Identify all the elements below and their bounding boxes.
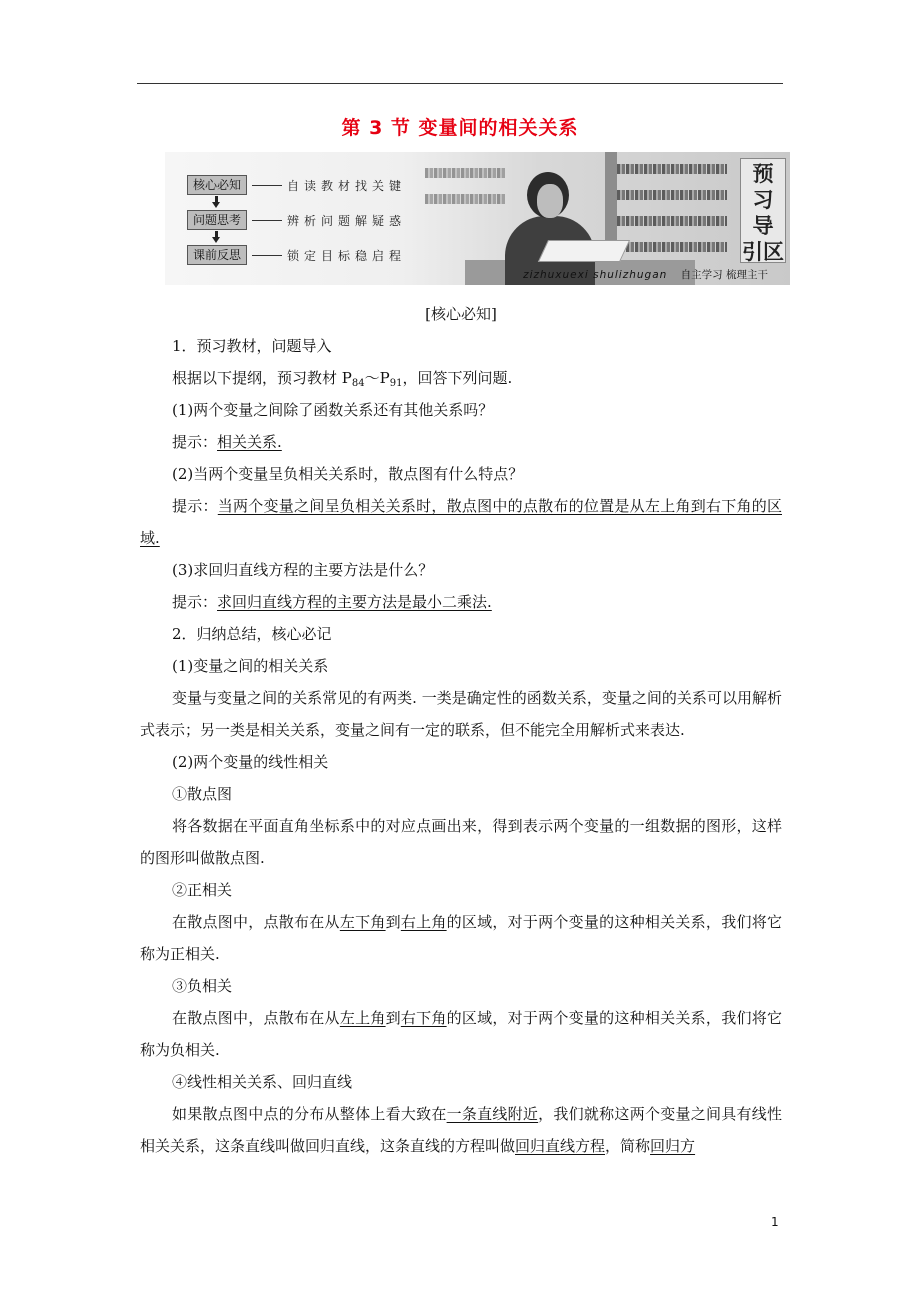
hint-3 bbox=[140, 586, 782, 618]
step-row bbox=[187, 244, 406, 266]
step-label: 课前反思 bbox=[187, 245, 247, 265]
underlined-term: 右下角 bbox=[400, 1009, 447, 1027]
item-title: ②正相关 bbox=[172, 881, 233, 899]
hint-answer: 当两个变量之间呈负相关关系时，散点图中的点散布的位置是从左上角到右下角的区域. bbox=[140, 497, 782, 547]
arrow-down-icon bbox=[187, 196, 247, 209]
underlined-term: 回归直线方程 bbox=[515, 1137, 606, 1155]
hint-answer: 求回归直线方程的主要方法是最小二乘法. bbox=[217, 593, 492, 611]
underlined-term: 一条直线附近 bbox=[446, 1105, 539, 1123]
bookshelf-row bbox=[425, 194, 505, 204]
page-sub: 84 bbox=[351, 378, 365, 389]
bookshelf-row bbox=[617, 216, 727, 226]
caption-cn: 自主学习 梳理主干 bbox=[680, 269, 768, 281]
question-1: (1)两个变量之间除了函数关系还有其他关系吗？ bbox=[172, 401, 494, 419]
reader-face bbox=[537, 184, 563, 218]
item-title: ①散点图 bbox=[172, 785, 233, 803]
intro-line bbox=[140, 362, 782, 394]
paragraph bbox=[140, 906, 782, 970]
step-label: 问题思考 bbox=[187, 210, 247, 230]
intro-text: ，回答下列问题. bbox=[402, 369, 513, 387]
hint-label: 提示： bbox=[172, 593, 218, 611]
text-run: 在散点图中，点散布在从 bbox=[172, 913, 340, 931]
text-run: 在散点图中，点散布在从 bbox=[172, 1009, 340, 1027]
text-run: ，我们就称这两个变量之间具有线性相关关系，这条直线叫做回归直线，这条直线的方程叫做 bbox=[140, 1105, 782, 1155]
hint-label: 提示： bbox=[172, 497, 218, 515]
paragraph: 变量与变量之间的关系常见的有两类. 一类是确定性的函数关系，变量之间的关系可以用解析式表示；另一类是相关关系，变量之间有一定的联系，但不能完全用解析式来表达. bbox=[140, 689, 782, 739]
hint-2 bbox=[140, 490, 782, 554]
badge-char: 区 bbox=[763, 240, 784, 264]
step-dash bbox=[252, 255, 282, 256]
hint-1 bbox=[140, 426, 782, 458]
preview-guide-badge bbox=[740, 158, 786, 263]
preview-steps bbox=[187, 174, 406, 266]
step-row bbox=[187, 174, 406, 196]
hint-label: 提示： bbox=[172, 433, 218, 451]
badge-char-row bbox=[741, 239, 785, 265]
text-run: ，简称 bbox=[605, 1137, 651, 1155]
step-desc: 自读教材找关键 bbox=[287, 178, 407, 193]
bookshelf-row bbox=[617, 242, 727, 252]
question-3: (3)求回归直线方程的主要方法是什么？ bbox=[172, 561, 434, 579]
subheading: (2)两个变量的线性相关 bbox=[172, 753, 329, 771]
badge-char: 习 bbox=[752, 188, 774, 212]
page-number: 1 bbox=[771, 1215, 779, 1229]
question-2: (2)当两个变量呈负相关关系时，散点图有什么特点？ bbox=[172, 465, 524, 483]
subheading: (1)变量之间的相关关系 bbox=[172, 657, 329, 675]
text-run: 到 bbox=[385, 913, 401, 931]
step-desc: 锁定目标稳启程 bbox=[287, 248, 407, 263]
paragraph bbox=[140, 1098, 782, 1162]
step-row bbox=[187, 209, 406, 231]
preview-banner bbox=[165, 152, 790, 285]
hint-answer: 相关关系. bbox=[217, 433, 282, 451]
intro-text: 根据以下提纲，预习教材 P bbox=[172, 369, 352, 387]
open-book-shape bbox=[538, 240, 630, 262]
step-label: 核心必知 bbox=[187, 175, 247, 195]
page-title: 第 3 节 变量间的相关关系 bbox=[341, 117, 579, 139]
document-body bbox=[140, 298, 782, 1162]
bookshelf-row bbox=[425, 168, 505, 178]
text-run: 的区域，对于两个变量的这种相关关系，我们将它称为正相关. bbox=[140, 913, 782, 963]
text-run: 如果散点图中点的分布从整体上看大致在 bbox=[172, 1105, 447, 1123]
arrow-down-icon bbox=[187, 231, 247, 244]
heading-2: 2．归纳总结，核心必记 bbox=[172, 625, 332, 643]
paragraph: 将各数据在平面直角坐标系中的对应点画出来，得到表示两个变量的一组数据的图形，这样的图形叫做散点图. bbox=[140, 817, 782, 867]
item-title: ④线性相关关系、回归直线 bbox=[172, 1073, 353, 1091]
section-header: [核心必知] bbox=[425, 305, 497, 323]
header-rule bbox=[137, 83, 783, 84]
text-run: 的区域，对于两个变量的这种相关关系，我们将它称为负相关. bbox=[140, 1009, 782, 1059]
badge-char: 预 bbox=[752, 162, 774, 186]
step-dash bbox=[252, 220, 282, 221]
step-dash bbox=[252, 185, 282, 186]
intro-text: ～P bbox=[364, 369, 390, 387]
underlined-term: 回归方 bbox=[650, 1137, 696, 1155]
item-title: ③负相关 bbox=[172, 977, 233, 995]
underlined-term: 右上角 bbox=[400, 913, 447, 931]
text-run: 到 bbox=[385, 1009, 401, 1027]
bookshelf-row bbox=[617, 164, 727, 174]
page-sub: 91 bbox=[389, 378, 403, 389]
banner-caption bbox=[523, 267, 768, 282]
step-desc: 辨析问题解疑惑 bbox=[287, 213, 407, 228]
badge-char: 导 bbox=[752, 214, 774, 238]
caption-latin: zizhuxuexi shulizhugan bbox=[523, 269, 668, 281]
paragraph bbox=[140, 1002, 782, 1066]
badge-char: 引 bbox=[742, 240, 763, 264]
bookshelf-row bbox=[617, 190, 727, 200]
underlined-term: 左下角 bbox=[339, 913, 386, 931]
underlined-term: 左上角 bbox=[339, 1009, 386, 1027]
heading-1: 1．预习教材，问题导入 bbox=[172, 337, 332, 355]
